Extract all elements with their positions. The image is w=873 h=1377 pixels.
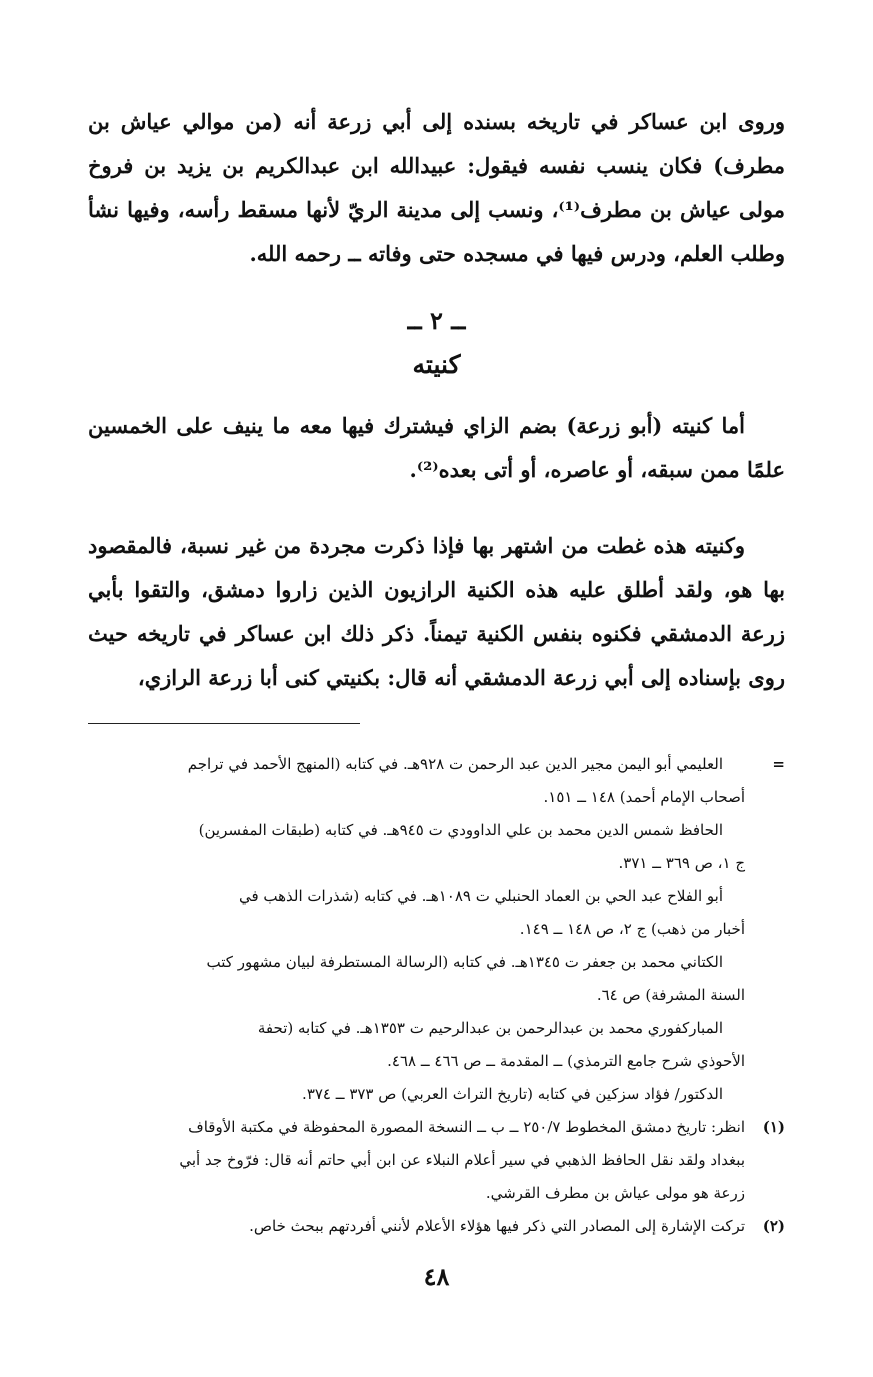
section-number: ــ ٢ ــ: [407, 306, 466, 335]
footnote-continuation-marker: =: [772, 755, 785, 773]
footnote-line: العليمي أبو اليمن مجير الدين عبد الرحمن ت ٩٢٨هـ. في كتابه (المنهج الأحمد في تراجم: [187, 755, 723, 773]
footnote-line: أخبار من ذهب) ج ٢، ص ١٤٨ ــ ١٤٩.: [519, 920, 745, 938]
footnote-1-marker: (١): [762, 1118, 785, 1136]
body-paragraph-2: أما كنيته (أبو زرعة) بضم الزاي فيشترك فيها معه ما ينيف على الخمسين علمًا ممن سبقه، أو عاصره، أو أتى بعده⁽²⁾.: [88, 413, 785, 482]
footnote-line: الدكتور/ فؤاد سزكين في كتابه (تاريخ التراث العربي) ص ٣٧٣ ــ ٣٧٤.: [302, 1085, 723, 1103]
body-paragraph-3: وكنيته هذه غطت من اشتهر بها فإذا ذكرت مجردة من غير نسبة، فالمقصود بها هو، ولقد أطلق عليه هذه الكنية الرازيون الذين زاروا دمشق، والتقوا بأبي زرعة الدمشقي فكنوه بنفس الكنية تيمناً. ذكر ذلك ابن عساكر في تاريخه حيث روى بإسناده إلى أبي زرعة الدمشقي أنه قال: بكنيتي كنى أبا زرعة الرازي،: [88, 533, 785, 690]
footnote-2-lines: [88, 1210, 745, 1243]
footnote-line: أصحاب الإمام أحمد) ١٤٨ ــ ١٥١.: [543, 788, 745, 806]
footnote-line: زرعة هو مولى عياش بن مطرف القرشي.: [485, 1184, 745, 1202]
footnote-separator: [88, 723, 360, 724]
footnote-continuation-lines: [88, 748, 745, 1111]
footnote-2: [88, 1210, 785, 1243]
footnotes-section: [88, 748, 785, 1243]
footnote-line: المباركفوري محمد بن عبدالرحمن بن عبدالرحيم ت ١٣٥٣هـ. في كتابه (تحفة: [257, 1019, 723, 1037]
footnote-2-marker: (٢): [762, 1217, 785, 1235]
footnote-line: الحافظ شمس الدين محمد بن علي الداوودي ت ٩٤٥هـ. في كتابه (طبقات المفسرين): [198, 821, 723, 839]
footnote-line: أبو الفلاح عبد الحي بن العماد الحنبلي ت ١٠٨٩هـ. في كتابه (شذرات الذهب في: [238, 887, 723, 905]
footnote-line: الأحوذي شرح جامع الترمذي) ــ المقدمة ــ ص ٤٦٦ ــ ٤٦٨.: [387, 1052, 745, 1070]
footnote-line: ببغداد ولقد نقل الحافظ الذهبي في سير أعلام النبلاء عن ابن أبي حاتم أنه قال: فرّوخ جد أبي: [179, 1151, 745, 1169]
footnote-1: [88, 1111, 785, 1210]
footnote-line: السنة المشرفة) ص ٦٤.: [596, 986, 745, 1004]
footnote-continuation: [88, 748, 785, 1111]
body-paragraph-1: وروى ابن عساكر في تاريخه بسنده إلى أبي زرعة أنه (من موالي عياش بن مطرف) فكان ينسب نفسه فيقول: عبيدالله ابن عبدالكريم بن يزيد بن فروخ مولى عياش بن مطرف⁽¹⁾، ونسب إلى مدينة الريّ لأنها مسقط رأسه، وفيها نشأ وطلب العلم، ودرس فيها في مسجده حتى وفاته ــ رحمه الله.: [88, 109, 785, 266]
footnote-line: الكتاني محمد بن جعفر ت ١٣٤٥هـ. في كتابه (الرسالة المستطرفة لبيان مشهور كتب: [206, 953, 723, 971]
section-title: كنيته: [412, 350, 461, 379]
footnote-1-lines: [88, 1111, 745, 1210]
footnote-line: تركت الإشارة إلى المصادر التي ذكر فيها هؤلاء الأعلام لأنني أفردتهم ببحث خاص.: [249, 1217, 745, 1235]
footnote-line: انظر: تاريخ دمشق المخطوط ٢٥٠/٧ ــ ب ــ النسخة المصورة المحفوظة في مكتبة الأوقاف: [188, 1118, 745, 1136]
page-number: ٤٨: [423, 1262, 450, 1291]
footnote-line: ج ١، ص ٣٦٩ ــ ٣٧١.: [618, 854, 745, 872]
